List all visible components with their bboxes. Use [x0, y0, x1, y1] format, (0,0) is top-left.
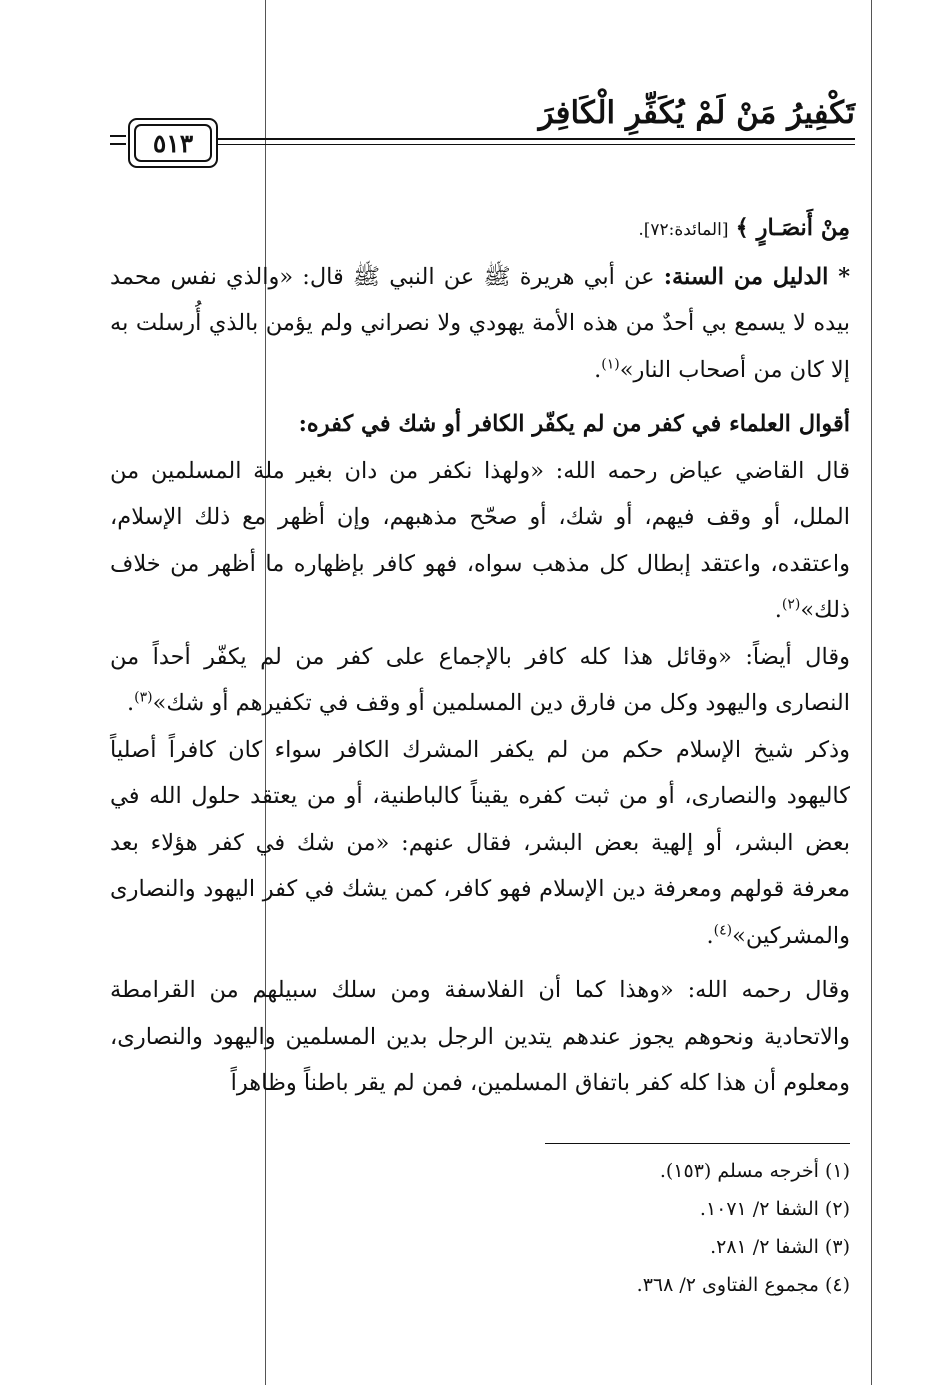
- hadith-text: عن أبي هريرة ﷺ عن النبي ﷺ قال: «والذي نفس محمد بيده لا يسمع بي أحدٌ من هذه الأمة يهودي ولا نصراني ولم يؤمن بالذي أُرسلت به إلا كان من أصحاب النار»: [110, 263, 850, 383]
- header-rule-end-mark: [110, 135, 126, 145]
- quote-text: وذكر شيخ الإسلام حكم من لم يكفر المشرك الكافر سواء كان كافراً أصلياً كاليهود والنصارى، أو من ثبت كفره يقيناً كالباطنية، أو من يعتقد حلول الله في بعض البشر، أو إلهية بعض البشر، فقال عنهم: «من شك في كفر هؤلاء بعد معرفة قولهم ومعرفة دين الإسلام فهو كافر، كمن يشك في كفر اليهود والنصارى والمشركين»: [110, 736, 850, 949]
- main-text: [110, 205, 850, 1107]
- philosophers-paragraph: وقال رحمه الله: «وهذا كما أن الفلاسفة ومن سلك سبيلهم من القرامطة والاتحادية ونحوهم يجوز عندهم يتدين الرجل بدين المسلمين واليهود والنصارى، ومعلوم أن هذا كله كفر باتفاق المسلمين، فمن لم يقر باطناً وظاهراً: [110, 977, 850, 1096]
- sentence-end: .: [126, 690, 135, 716]
- footnote-item: (٣) الشفا ٢/ ٢٨١.: [710, 1236, 850, 1258]
- footnote-ref-4: (٤): [713, 922, 733, 938]
- qadi-iyad-quote: [110, 448, 850, 634]
- quote-text: وقال أيضاً: «وقائل هذا كله كافر بالإجماع على كفر من لم يكفّر أحداً من النصارى واليهود وكل من فارق دين المسلمين أو وقف في تكفيرهم أو شك»: [110, 643, 850, 716]
- scan-fold-line-right: [871, 0, 872, 1385]
- shaykh-islam-paragraph: [110, 727, 850, 960]
- footnote-item: (٤) مجموع الفتاوى ٢/ ٣٦٨.: [636, 1274, 850, 1296]
- header-rule-thin: [218, 144, 855, 145]
- quran-citation: [المائدة:٧٢].: [638, 220, 729, 240]
- quran-verse-fragment: مِنْ أَنصَـارٍ ﴾: [735, 215, 850, 241]
- footnotes: [110, 1152, 850, 1304]
- sentence-end: .: [774, 597, 782, 623]
- page-number: ٥١٣: [134, 124, 212, 162]
- footnote-ref-1: (١): [601, 356, 620, 372]
- page-header: [110, 95, 855, 175]
- footnote-ref-3: (٣): [134, 689, 153, 706]
- header-rule: [218, 138, 855, 140]
- sunnah-evidence-paragraph: [110, 254, 850, 394]
- quote-text: قال القاضي عياض رحمه الله: «ولهذا نكفر من دان بغير ملة المسلمين من الملل، أو وقف فيهم، أو شك، أو صحّح مذهبهم، وإن أظهر مع ذلك الإسلام، واعتقده، واعتقد إبطال كل مذهب سواه، فهو كافر بإظهاره ما أظهر من خلاف ذلك»: [110, 457, 850, 623]
- section-heading: أقوال العلماء في كفر من لم يكفّر الكافر أو شك في كفره:: [298, 411, 850, 437]
- qadi-iyad-second-quote: [110, 634, 850, 727]
- footnote-ref-2: (٢): [781, 596, 801, 613]
- running-title: تَكْفِيرُ مَنْ لَمْ يُكَفِّرِ الْكَافِرَ: [538, 95, 855, 131]
- footnote-item: (١) أخرجه مسلم (١٥٣).: [659, 1160, 850, 1182]
- page-number-frame: [128, 118, 218, 168]
- footnote-item: (٢) الشفا ٢/ ١٠٧١.: [699, 1198, 850, 1220]
- footnote-separator: [545, 1143, 850, 1144]
- sunnah-evidence-label: * الدليل من السنة:: [663, 263, 850, 290]
- sentence-end: .: [594, 356, 602, 383]
- sentence-end: .: [706, 922, 714, 949]
- quran-verse-end: [110, 205, 850, 254]
